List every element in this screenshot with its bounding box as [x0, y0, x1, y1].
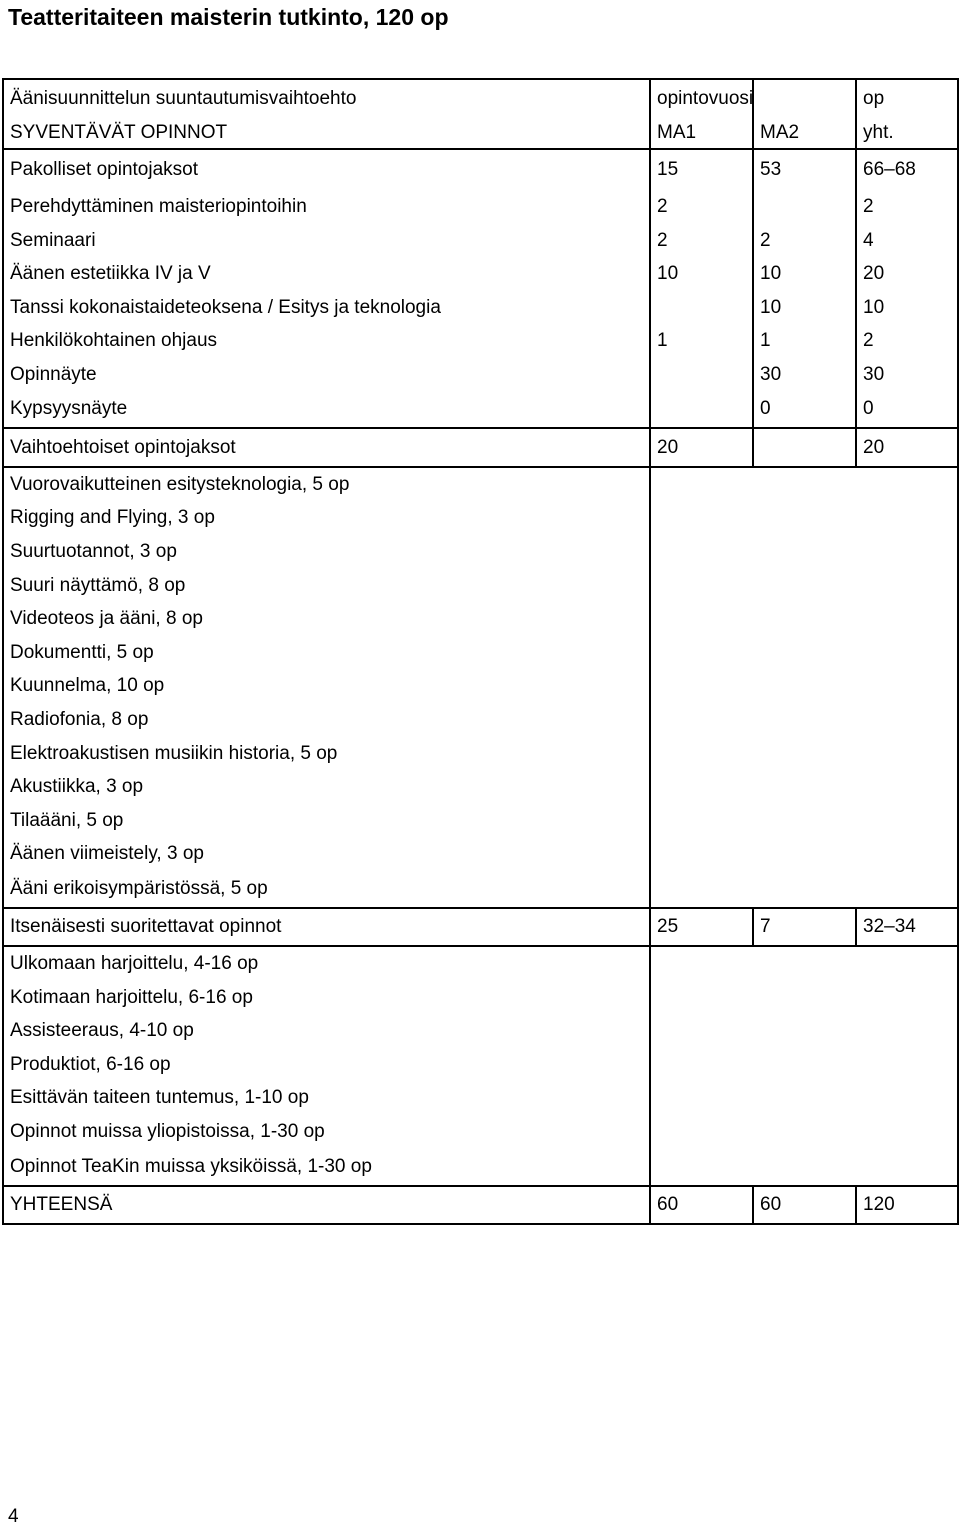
ma2-value: 10	[753, 257, 856, 291]
ma2-value	[753, 428, 856, 467]
ma1-value: MA1	[650, 118, 753, 149]
row-label: Opinnot muissa yliopistoissa, 1-30 op	[3, 1115, 650, 1149]
total-value: 30	[856, 358, 958, 391]
table-row	[3, 190, 958, 224]
total-value: 2	[856, 190, 958, 224]
row-label: Tilaääni, 5 op	[3, 804, 650, 838]
row-label: Henkilökohtainen ohjaus	[3, 324, 650, 358]
ma2-value: 0	[753, 391, 856, 428]
curriculum-table	[2, 78, 959, 1225]
ma2-value	[753, 190, 856, 224]
total-value: 32–34	[856, 908, 958, 946]
row-label: Produktiot, 6-16 op	[3, 1048, 650, 1082]
table-row	[3, 257, 958, 291]
row-label: Opinnot TeaKin muissa yksiköissä, 1-30 op	[3, 1149, 650, 1186]
ma2-value: 1	[753, 324, 856, 358]
ma2-value: 53	[753, 149, 856, 190]
row-label: Tanssi kokonaistaideteoksena / Esitys ja teknologia	[3, 291, 650, 324]
row-label: Kuunnelma, 10 op	[3, 670, 650, 704]
table-row	[3, 391, 958, 428]
ma2-value: 60	[753, 1186, 856, 1224]
row-label: Perehdyttäminen maisteriopintoihin	[3, 190, 650, 224]
total-value: 0	[856, 391, 958, 428]
row-label: Rigging and Flying, 3 op	[3, 502, 650, 536]
ma1-value	[650, 358, 753, 391]
row-label: Itsenäisesti suoritettavat opinnot	[3, 908, 650, 946]
ma2-value: 30	[753, 358, 856, 391]
row-label: Radiofonia, 8 op	[3, 703, 650, 737]
row-label: Seminaari	[3, 224, 650, 257]
blank-values	[650, 467, 958, 908]
row-label: Äänisuunnittelun suuntautumisvaihtoehto	[3, 79, 650, 118]
row-label: Akustiikka, 3 op	[3, 770, 650, 804]
total-value: 120	[856, 1186, 958, 1224]
ma2-value: 10	[753, 291, 856, 324]
total-value: op	[856, 79, 958, 118]
page-title: Teatteritaiteen maisterin tutkinto, 120 op	[8, 4, 449, 30]
row-label: Videoteos ja ääni, 8 op	[3, 602, 650, 636]
row-label: Kypsyysnäyte	[3, 391, 650, 428]
ma2-value: 2	[753, 224, 856, 257]
row-label: Assisteeraus, 4-10 op	[3, 1014, 650, 1048]
row-label: Esittävän taiteen tuntemus, 1-10 op	[3, 1082, 650, 1116]
total-value: yht.	[856, 118, 958, 149]
row-label: YHTEENSÄ	[3, 1186, 650, 1224]
row-label: Opinnäyte	[3, 358, 650, 391]
totals-row	[3, 1186, 958, 1224]
ma1-value: 1	[650, 324, 753, 358]
row-label: Pakolliset opintojaksot	[3, 149, 650, 190]
ma1-value: 20	[650, 428, 753, 467]
row-label: Dokumentti, 5 op	[3, 636, 650, 670]
row-label: Äänen viimeistely, 3 op	[3, 838, 650, 872]
row-label: Suurtuotannot, 3 op	[3, 535, 650, 569]
total-value: 20	[856, 257, 958, 291]
row-label: Vaihtoehtoiset opintojaksot	[3, 428, 650, 467]
row-label: Elektroakustisen musiikin historia, 5 op	[3, 737, 650, 771]
table-row	[3, 358, 958, 391]
page-number: 4	[8, 1506, 19, 1527]
table-row	[3, 324, 958, 358]
section-row	[3, 428, 958, 467]
row-label: Ulkomaan harjoittelu, 4-16 op	[3, 946, 650, 981]
total-value: 10	[856, 291, 958, 324]
table-row	[3, 224, 958, 257]
ma1-value	[650, 291, 753, 324]
total-value: 4	[856, 224, 958, 257]
total-value: 2	[856, 324, 958, 358]
ma1-value: 2	[650, 190, 753, 224]
header-row	[3, 79, 958, 118]
ma1-value: 15	[650, 149, 753, 190]
row-label: Suuri näyttämö, 8 op	[3, 569, 650, 603]
row-label: SYVENTÄVÄT OPINNOT	[3, 118, 650, 149]
list-item	[3, 467, 958, 502]
row-label: Kotimaan harjoittelu, 6-16 op	[3, 981, 650, 1015]
total-value: 20	[856, 428, 958, 467]
table-row	[3, 291, 958, 324]
section-row	[3, 908, 958, 946]
section-row	[3, 149, 958, 190]
header-row	[3, 118, 958, 149]
ma1-value: opintovuosi	[650, 79, 753, 118]
row-label: Äänen estetiikka IV ja V	[3, 257, 650, 291]
ma1-value: 2	[650, 224, 753, 257]
row-label: Ääni erikoisympäristössä, 5 op	[3, 871, 650, 908]
ma1-value	[650, 391, 753, 428]
row-label: Vuorovaikutteinen esitysteknologia, 5 op	[3, 467, 650, 502]
blank-values	[650, 946, 958, 1186]
list-item	[3, 946, 958, 981]
ma2-value: 7	[753, 908, 856, 946]
ma1-value: 25	[650, 908, 753, 946]
ma1-value: 60	[650, 1186, 753, 1224]
ma2-value	[753, 79, 856, 118]
ma1-value: 10	[650, 257, 753, 291]
ma2-value: MA2	[753, 118, 856, 149]
total-value: 66–68	[856, 149, 958, 190]
